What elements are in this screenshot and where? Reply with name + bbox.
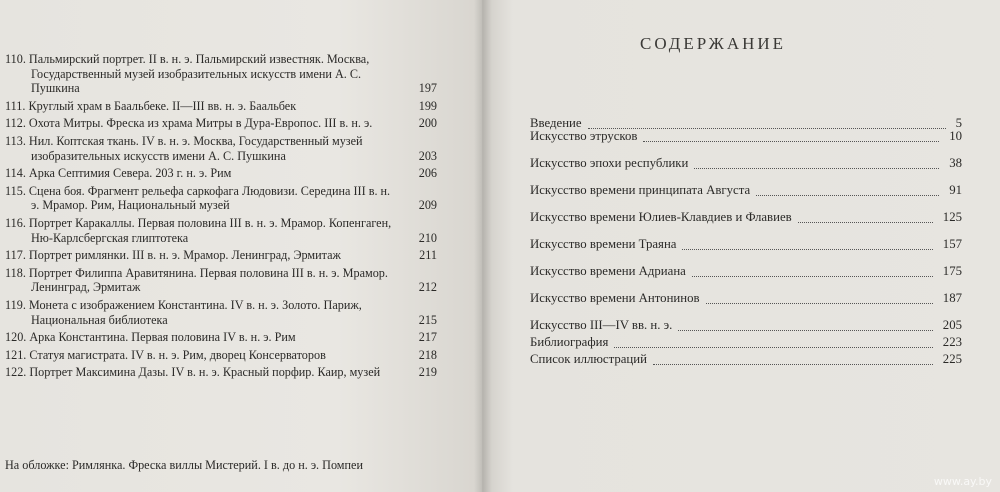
illustration-list xyxy=(5,52,437,383)
toc-page-number: 187 xyxy=(942,291,962,305)
illustration-entry xyxy=(5,298,437,327)
illustration-entry xyxy=(5,116,437,131)
illustration-caption: 115. Сцена боя. Фрагмент рельефа саркофага Людовизи. Середина III в. н. э. Мрамор. Рим, Национальный музей xyxy=(5,183,391,213)
illustration-page-number: 203 xyxy=(418,148,437,163)
toc-entry-label: Искусство эпохи республики xyxy=(530,156,689,170)
toc-page-number: 125 xyxy=(942,210,962,224)
toc-entry xyxy=(530,263,962,279)
illustration-entry xyxy=(5,134,437,163)
toc-entry-label: Искусство этрусков xyxy=(530,129,638,143)
illustration-caption: 110. Пальмирский портрет. II в. н. э. Пальмирский известняк. Москва, Государственный музей изобразительных искусств имени А. С. Пушкина xyxy=(5,52,370,96)
illustration-entry xyxy=(5,266,437,295)
illustration-caption: 122. Портрет Максимина Дазы. IV в. н. э. Красный порфир. Каир, музей xyxy=(5,365,381,380)
illustration-page-number: 218 xyxy=(418,347,437,362)
illustration-page-number: 206 xyxy=(418,166,437,181)
illustration-caption: 121. Статуя магистрата. IV в. н. э. Рим, дворец Консерваторов xyxy=(5,347,326,362)
toc-entry-label: Искусство времени Траяна xyxy=(530,237,677,251)
toc-entry-label: Искусство времени Адриана xyxy=(530,264,686,278)
illustration-caption: 120. Арка Константина. Первая половина IV в. н. э. Рим xyxy=(5,330,296,345)
toc-title: СОДЕРЖАНИЕ xyxy=(640,34,787,53)
toc-entry-label: Искусство времени Юлиев-Клавдиев и Флавиев xyxy=(530,210,792,224)
toc-leader-dots xyxy=(756,195,939,196)
toc-page-number: 157 xyxy=(942,237,962,251)
illustration-page-number: 215 xyxy=(418,312,437,327)
toc-page-number: 10 xyxy=(949,129,962,143)
illustration-page-number: 199 xyxy=(418,98,437,113)
illustration-caption: 113. Нил. Коптская ткань. IV в. н. э. Москва, Государственный музей изобразительных искусств имени А. С. Пушкина xyxy=(5,133,363,163)
watermark: www.ay.by xyxy=(933,475,992,488)
left-page xyxy=(0,0,482,492)
book-gutter xyxy=(474,0,492,492)
toc-leader-dots xyxy=(692,276,933,277)
illustration-page-number: 219 xyxy=(418,365,437,380)
toc-entry-label: Искусство времени принципата Августа xyxy=(530,183,751,197)
toc-entry xyxy=(530,182,962,198)
illustration-entry xyxy=(5,99,437,114)
illustration-page-number: 210 xyxy=(418,230,437,245)
illustration-caption: 116. Портрет Каракаллы. Первая половина III в. н. э. Мрамор. Копенгаген, Ню-Карлсбергская глиптотека xyxy=(5,215,392,245)
illustration-entry xyxy=(5,348,437,363)
toc-entry xyxy=(530,351,962,367)
illustration-page-number: 211 xyxy=(419,248,437,263)
toc-entry xyxy=(530,128,962,144)
illustration-caption: 111. Круглый храм в Баальбеке. II—III вв. н. э. Баальбек xyxy=(5,98,297,113)
toc-leader-dots xyxy=(694,168,939,169)
toc-page-number: 225 xyxy=(942,352,962,366)
toc-leader-dots xyxy=(682,249,933,250)
toc-entry-label: Библиография xyxy=(530,335,609,349)
toc-entry xyxy=(530,317,962,333)
illustration-entry xyxy=(5,52,437,96)
toc-leader-dots xyxy=(678,330,933,331)
toc-page-number: 5 xyxy=(955,116,962,130)
illustration-caption: 119. Монета с изображением Константина. IV в. н. э. Золото. Париж, Национальная библиотека xyxy=(5,297,362,327)
toc-entry xyxy=(530,290,962,306)
toc-entry xyxy=(530,334,962,350)
toc-leader-dots xyxy=(653,364,933,365)
toc-entry-label: Список иллюстраций xyxy=(530,352,647,366)
toc-page-number: 223 xyxy=(942,335,962,349)
illustration-page-number: 200 xyxy=(418,116,437,131)
illustration-entry xyxy=(5,166,437,181)
toc-leader-dots xyxy=(706,303,933,304)
toc-page-number: 205 xyxy=(942,318,962,332)
illustration-entry xyxy=(5,330,437,345)
illustration-page-number: 197 xyxy=(418,81,437,96)
toc-entry-label: Искусство III—IV вв. н. э. xyxy=(530,318,673,332)
illustration-caption: 114. Арка Септимия Севера. 203 г. н. э. Рим xyxy=(5,166,232,181)
illustration-page-number: 212 xyxy=(418,280,437,295)
illustration-page-number: 217 xyxy=(418,330,437,345)
toc-page-number: 91 xyxy=(949,183,962,197)
illustration-caption: 117. Портрет римлянки. III в. н. э. Мрамор. Ленинград, Эрмитаж xyxy=(5,248,341,263)
toc-entry xyxy=(530,155,962,171)
toc-leader-dots xyxy=(614,347,933,348)
illustration-entry xyxy=(5,365,437,380)
illustration-entry xyxy=(5,248,437,263)
illustration-caption: 112. Охота Митры. Фреска из храма Митры в Дура-Европос. III в. н. э. xyxy=(5,116,373,131)
toc-entry xyxy=(530,236,962,252)
illustration-page-number: 209 xyxy=(418,198,437,213)
illustration-caption: 118. Портрет Филиппа Аравитянина. Первая половина III в. н. э. Мрамор. Ленинград, Эрмитаж xyxy=(5,265,388,295)
illustration-entry xyxy=(5,216,437,245)
toc-leader-dots xyxy=(643,141,939,142)
toc-page-number: 175 xyxy=(942,264,962,278)
toc-entry-label: Искусство времени Антонинов xyxy=(530,291,700,305)
illustration-entry xyxy=(5,184,437,213)
toc-leader-dots xyxy=(798,222,933,223)
cover-note: На обложке: Римлянка. Фреска виллы Мистерий. I в. до н. э. Помпеи xyxy=(5,458,363,472)
toc-entry-label: Введение xyxy=(530,116,582,130)
toc-page-number: 38 xyxy=(949,156,962,170)
toc-entry xyxy=(530,209,962,225)
